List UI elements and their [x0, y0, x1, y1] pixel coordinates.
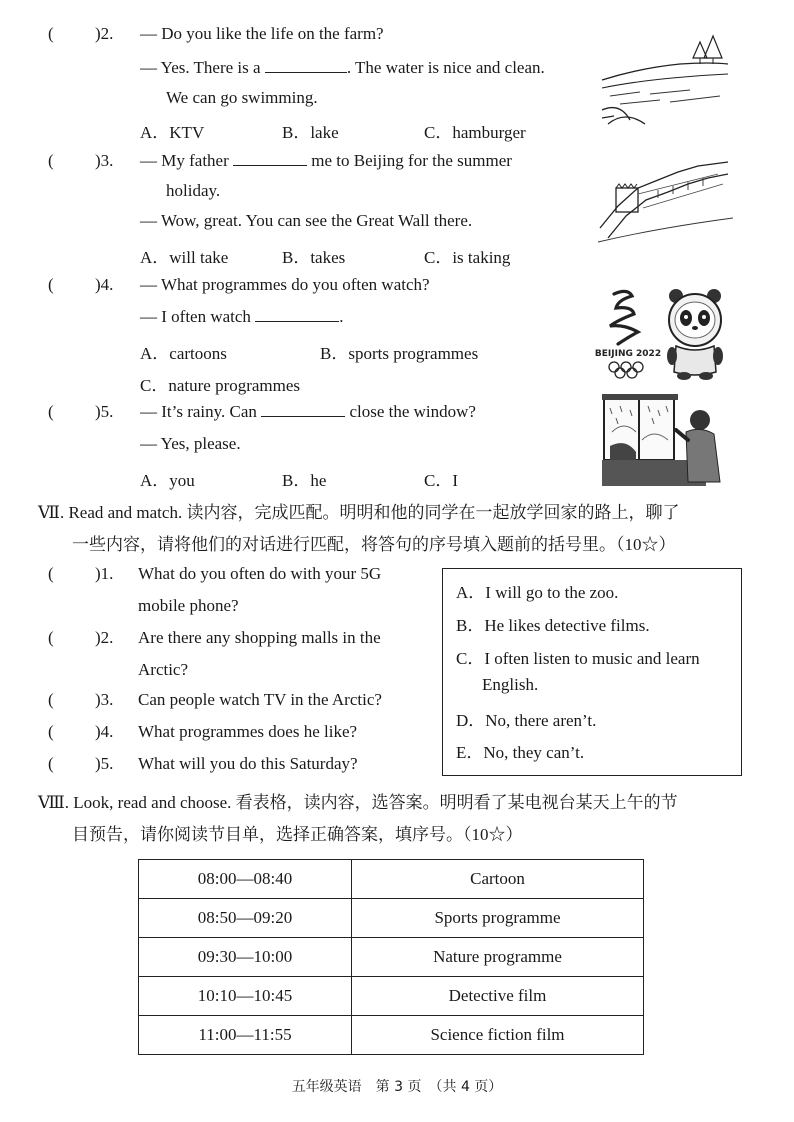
question-text: — Yes. There is a . The water is nice and clean. [140, 58, 545, 77]
table-row [139, 1016, 644, 1055]
answer-paren[interactable]: ( [48, 151, 54, 170]
option-c: C．nature programmes [140, 376, 301, 395]
option-a: A．you [140, 471, 195, 490]
lake-illustration [600, 30, 730, 125]
question-number: )5. [95, 402, 114, 421]
program-cell: Sports programme [352, 899, 644, 938]
answer-option-cont: English. [482, 675, 539, 694]
question-text: — Yes, please. [140, 434, 241, 453]
question-text: What will you do this Saturday? [138, 754, 358, 773]
section-viii-heading: Ⅷ. Look, read and choose. 看表格，读内容，选答案。明明看了某电视台某天上午的节 [38, 793, 678, 812]
time-cell: 09:30—10:00 [139, 938, 352, 977]
question-number: )4. [95, 722, 114, 741]
question-text: What do you often do with your 5G [138, 564, 382, 583]
section-viii-heading-cont: 目预告，请你阅读节目单，选择正确答案，填序号。（10☆） [72, 825, 523, 844]
question-text: Are there any shopping malls in the [138, 628, 381, 647]
program-cell: Science fiction film [352, 1016, 644, 1055]
answer-paren[interactable]: ( [48, 564, 54, 583]
section-vii-heading-cont: 一些内容，请将他们的对话进行匹配，将答句的序号填入题前的括号里。（10☆） [72, 535, 676, 554]
question-text: Arctic? [138, 660, 189, 679]
option-b: B．takes [282, 248, 346, 267]
option-b: B．he [282, 471, 327, 490]
option-c: C．is taking [424, 248, 511, 267]
answer-paren[interactable]: ( [48, 754, 54, 773]
question-text: — It’s rainy. Can close the window? [140, 402, 476, 421]
program-cell: Cartoon [352, 860, 644, 899]
answer-paren[interactable]: ( [48, 402, 54, 421]
answer-paren[interactable]: ( [48, 275, 54, 294]
answer-paren[interactable]: ( [48, 722, 54, 741]
question-number: )2. [95, 24, 114, 43]
answer-paren[interactable]: ( [48, 690, 54, 709]
option-b: B．sports programmes [320, 344, 479, 363]
answer-paren[interactable]: ( [48, 628, 54, 647]
question-text: — My father me to Beijing for the summer [140, 151, 512, 170]
time-cell: 08:00—08:40 [139, 860, 352, 899]
question-text: We can go swimming. [166, 88, 318, 107]
table-row [139, 899, 644, 938]
question-number: )3. [95, 690, 114, 709]
question-text: — Do you like the life on the farm? [140, 24, 384, 43]
answer-blank[interactable] [265, 71, 347, 73]
question-text: mobile phone? [138, 596, 239, 615]
answer-blank[interactable] [233, 164, 307, 166]
section-vii-heading: Ⅶ. Read and match. 读内容，完成匹配。明明和他的同学在一起放学回家的路上，聊了 [38, 503, 680, 522]
answer-blank[interactable] [261, 415, 345, 417]
question-text: — Wow, great. You can see the Great Wall there. [140, 211, 473, 230]
table-row [139, 977, 644, 1016]
option-a: A．cartoons [140, 344, 227, 363]
question-number: )3. [95, 151, 114, 170]
question-text: — What programmes do you often watch? [140, 275, 430, 294]
rainy-window-illustration [602, 392, 724, 486]
program-cell: Detective film [352, 977, 644, 1016]
program-cell: Nature programme [352, 938, 644, 977]
great-wall-illustration [598, 158, 733, 243]
answer-option: B．He likes detective films. [456, 616, 650, 635]
answer-option: C．I often listen to music and learn [456, 649, 700, 668]
option-a: A．KTV [140, 123, 205, 142]
answer-option: D．No, there aren’t. [456, 711, 597, 730]
olympic-label: BEIJING 2022 [594, 349, 662, 359]
question-text: — I often watch . [140, 307, 344, 326]
answer-option: A．I will go to the zoo. [456, 583, 619, 602]
page-footer: 五年级英语 第 3 页 （共 4 页） [291, 1079, 503, 1095]
time-cell: 11:00—11:55 [139, 1016, 352, 1055]
time-cell: 10:10—10:45 [139, 977, 352, 1016]
time-cell: 08:50—09:20 [139, 899, 352, 938]
question-text: holiday. [166, 181, 221, 200]
question-text: Can people watch TV in the Arctic? [138, 690, 382, 709]
question-number: )4. [95, 275, 114, 294]
option-c: C．I [424, 471, 458, 490]
option-c: C．hamburger [424, 123, 526, 142]
tv-schedule-table [138, 859, 644, 1055]
answer-paren[interactable]: ( [48, 24, 54, 43]
answer-option: E．No, they can’t. [456, 743, 585, 762]
question-text: What programmes does he like? [138, 722, 358, 741]
option-a: A．will take [140, 248, 229, 267]
panda-mascot-icon [664, 286, 726, 381]
question-number: )5. [95, 754, 114, 773]
table-row [139, 938, 644, 977]
answer-blank[interactable] [255, 320, 339, 322]
question-number: )2. [95, 628, 114, 647]
option-b: B．lake [282, 123, 339, 142]
question-number: )1. [95, 564, 114, 583]
beijing-2022-emblem-icon [588, 286, 668, 381]
table-row [139, 860, 644, 899]
